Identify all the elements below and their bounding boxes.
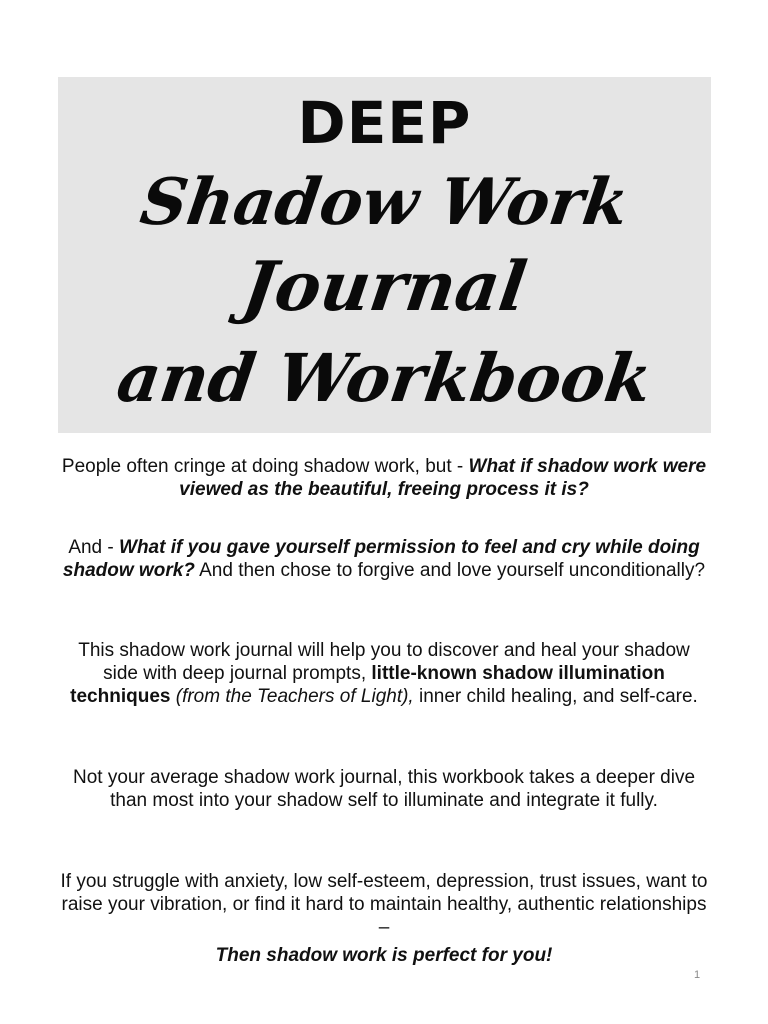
paragraph-3 bbox=[60, 639, 708, 708]
paragraph-3-italic: (from the Teachers of Light), bbox=[170, 686, 414, 707]
closing-line: Then shadow work is perfect for you! bbox=[215, 945, 553, 966]
title-line-shadow-work: Shadow Work bbox=[136, 165, 633, 240]
paragraph-4: Not your average shadow work journal, this workbook takes a deeper dive than most into your shadow self to illuminate and integrate it fully. bbox=[72, 767, 696, 811]
paragraph-2-text: And - bbox=[68, 537, 120, 558]
paragraph-3-text-end: inner child healing, and self-care. bbox=[413, 686, 698, 707]
title-deep: DEEP bbox=[297, 89, 472, 157]
title-line-journal: Journal bbox=[237, 247, 532, 327]
paragraph-5: If you struggle with anxiety, low self-esteem, depression, trust issues, want to raise your vibration, or find it hard to maintain healthy, authentic relationships – bbox=[60, 871, 708, 938]
paragraph-1-emphasis: What if shadow work were viewed as the beautiful, freeing process it is? bbox=[179, 456, 707, 500]
title-banner bbox=[58, 77, 711, 433]
paragraph-2 bbox=[60, 536, 708, 582]
paragraph-3-bold: little-known shadow illumination techniques bbox=[70, 663, 665, 707]
paragraph-1 bbox=[60, 455, 708, 501]
title-line-and-workbook: and Workbook bbox=[112, 339, 657, 417]
paragraph-3-text: This shadow work journal will help you to discover and heal your shadow side with deep journal prompts, bbox=[78, 640, 690, 684]
paragraph-1-text: People often cringe at doing shadow work, but - bbox=[61, 456, 469, 477]
page-number: 1 bbox=[694, 969, 701, 981]
paragraph-2-emphasis: What if you gave yourself permission to feel and cry while doing shadow work? bbox=[62, 537, 700, 581]
paragraph-2-text-end: And then chose to forgive and love yourself unconditionally? bbox=[194, 560, 706, 581]
